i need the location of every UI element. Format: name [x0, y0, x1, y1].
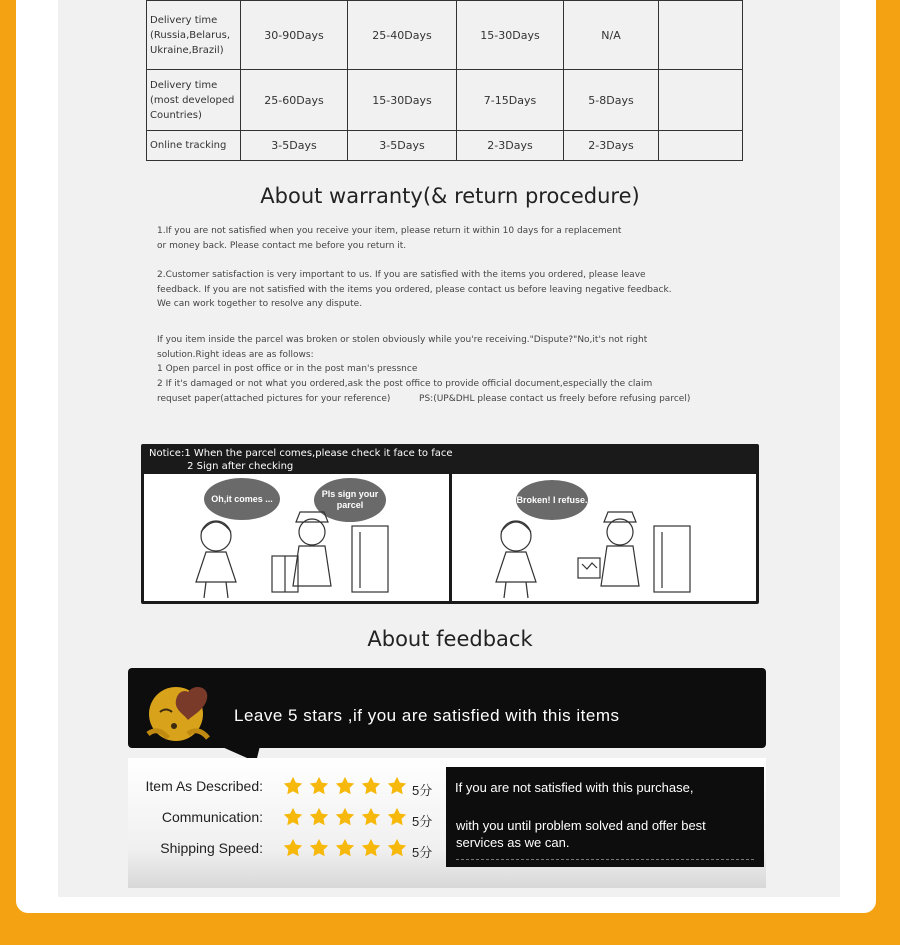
rating-stars-communication	[283, 807, 407, 827]
delivery-table	[146, 0, 743, 161]
warranty-paragraph-3: If you item inside the parcel was broken or stolen obviously while you're receiving."Dispute?"No,it's not right solution.Right ideas are as follows: 1 Open parcel in post office or in the post man's pressnce 2 If it's damaged or not what you ordered,ask the post office to provide official document,especially the claim requset paper(attached pictures for your reference) PS:(UP&DHL please contact us freely before refusing parcel)	[157, 335, 691, 404]
rating-score: 5分	[412, 814, 433, 829]
star-icon	[283, 807, 303, 827]
message-line-2: with you until problem solved and offer best services as we can.	[456, 818, 706, 850]
star-icon	[283, 838, 303, 858]
table-cell	[659, 131, 743, 161]
satisfaction-message-box	[446, 767, 764, 867]
table-cell: 25-40Days	[348, 1, 457, 70]
table-cell: 15-30Days	[457, 1, 564, 70]
speech-bubble: Broken! I refuse.	[516, 480, 588, 520]
star-icon	[283, 776, 303, 796]
rating-label: Communication:	[161, 809, 263, 825]
table-cell: 3-5Days	[241, 131, 348, 161]
table-row-label: Delivery time (most developed Countries)	[147, 70, 241, 131]
refusal-illustration	[452, 474, 756, 601]
notice-text: Notice:1 When the parcel comes,please check it face to face 2 Sign after checking	[149, 448, 453, 472]
feedback-ratings	[128, 758, 766, 888]
table-cell: 5-8Days	[564, 70, 659, 131]
kiss-emoji-icon	[144, 674, 224, 754]
table-cell: 2-3Days	[564, 131, 659, 161]
warranty-paragraph-1: 1.If you are not satisfied when you receive your item, please return it within 10 days for a replacement or money back. Please contact me before you return it.	[157, 226, 622, 251]
star-icon	[309, 807, 329, 827]
star-icon	[361, 776, 381, 796]
star-icon	[335, 838, 355, 858]
message-line-1: If you are not satisfied with this purchase,	[455, 780, 694, 795]
table-cell: 2-3Days	[457, 131, 564, 161]
rating-stars-item	[283, 776, 407, 796]
star-icon	[309, 838, 329, 858]
star-icon	[309, 776, 329, 796]
warranty-title: About warranty(& return procedure)	[260, 184, 640, 208]
star-icon	[387, 776, 407, 796]
table-row	[147, 70, 743, 131]
table-cell: N/A	[564, 1, 659, 70]
rating-score: 5分	[412, 845, 433, 860]
rating-label: Item As Described:	[145, 778, 263, 794]
star-icon	[387, 838, 407, 858]
table-cell	[659, 1, 743, 70]
table-cell: 3-5Days	[348, 131, 457, 161]
table-row-label: Delivery time (Russia,Belarus, Ukraine,Brazil)	[147, 1, 241, 70]
speech-bubble: Oh,it comes ...	[204, 478, 280, 520]
warranty-paragraph-2: 2.Customer satisfaction is very important to us. If you are satisfied with the items you ordered, please leave feedback. If you are not satisfied with the items you ordered, please contact us before leaving negative feedback. We can work together to resolve any dispute.	[157, 270, 672, 310]
table-cell	[659, 70, 743, 131]
feedback-title: About feedback	[367, 627, 533, 651]
rating-label: Shipping Speed:	[160, 840, 263, 856]
feedback-banner-text: Leave 5 stars ,if you are satisfied with this items	[234, 706, 620, 725]
table-row	[147, 1, 743, 70]
star-icon	[361, 807, 381, 827]
table-cell: 30-90Days	[241, 1, 348, 70]
message-divider	[456, 859, 754, 860]
star-icon	[335, 776, 355, 796]
comic-panel-right	[452, 474, 756, 601]
comic-panel-left	[144, 474, 449, 601]
star-icon	[361, 838, 381, 858]
rating-score: 5分	[412, 783, 433, 798]
star-icon	[335, 807, 355, 827]
table-cell: 7-15Days	[457, 70, 564, 131]
star-icon	[387, 807, 407, 827]
table-cell: 15-30Days	[348, 70, 457, 131]
table-cell: 25-60Days	[241, 70, 348, 131]
table-row-label: Online tracking	[147, 131, 241, 161]
feedback-banner	[128, 668, 766, 748]
delivery-illustration	[144, 474, 449, 601]
table-row	[147, 131, 743, 161]
delivery-notice-comic	[141, 444, 759, 604]
speech-bubble: Pls sign your parcel	[314, 478, 386, 522]
rating-stars-shipping	[283, 838, 407, 858]
